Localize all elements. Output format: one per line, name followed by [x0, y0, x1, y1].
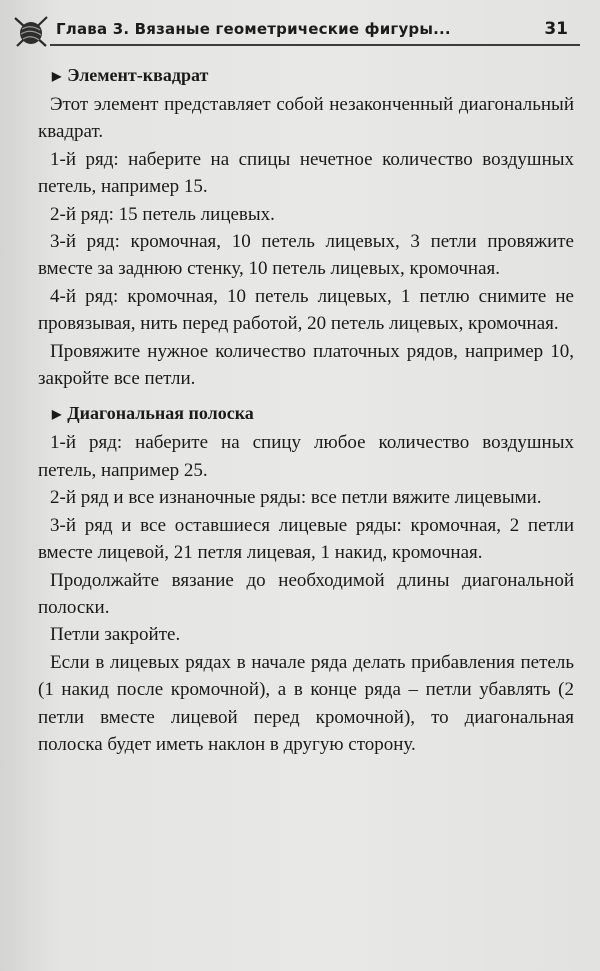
- paragraph: Продолжайте вязание до необходимой длины диагональной полоски.: [38, 569, 574, 618]
- paragraph: 4-й ряд: кромочная, 10 петель лицевых, 1 петлю снимите не провязывая, нить перед работой, 20 петель лицевых, кромочная.: [38, 285, 574, 335]
- page-body: [38, 62, 574, 758]
- paragraph: 3-й ряд: кромочная, 10 петель лицевых, 3 петли провяжите вместе за заднюю стенку, 10 петель лицевых, кромочная.: [38, 231, 574, 280]
- paragraph: Петли закройте.: [50, 624, 181, 646]
- running-head: Глава 3. Вязаные геометрические фигуры...: [56, 20, 451, 38]
- paragraph: 1-й ряд: наберите на спицы нечетное количество воздушных петель, например 15.: [38, 148, 574, 198]
- header-rule: [50, 44, 580, 46]
- triangle-bullet-icon: ▶: [52, 407, 62, 422]
- page-number: 31: [544, 19, 568, 39]
- paragraph: 2-й ряд: 15 петель лицевых.: [50, 203, 275, 225]
- section-heading-square-element: ▶ Элемент-квадрат: [52, 65, 209, 85]
- paragraph: 1-й ряд: наберите на спицу любое количество воздушных петель, например 25.: [38, 432, 574, 481]
- paragraph: Провяжите нужное количество платочных рядов, например 10, закройте все петли.: [38, 340, 574, 390]
- section-gap: [38, 392, 574, 400]
- paragraph: 2-й ряд и все изнаночные ряды: все петли вяжите лицевыми.: [50, 487, 542, 509]
- page-header: [0, 0, 600, 58]
- section-heading-diagonal-strip: ▶ Диагональная полоска: [52, 403, 254, 424]
- yarn-ball-with-needles-icon: [12, 12, 50, 50]
- paragraph: 3-й ряд и все оставшиеся лицевые ряды: кромочная, 2 петли вместе лицевой, 21 петля лицевая, 1 накид, кромочная.: [38, 514, 574, 564]
- paragraph: Если в лицевых рядах в начале ряда делать прибавления петель (1 накид после кромочной), а в конце ряда – петли убавлять (2 петли вместе лицевой перед кромочной), то диагональная полоска будет иметь наклон в другую сторону.: [38, 651, 574, 755]
- triangle-bullet-icon: ▶: [52, 69, 62, 83]
- paragraph: Этот элемент представляет собой незаконченный диагональный квадрат.: [38, 94, 574, 143]
